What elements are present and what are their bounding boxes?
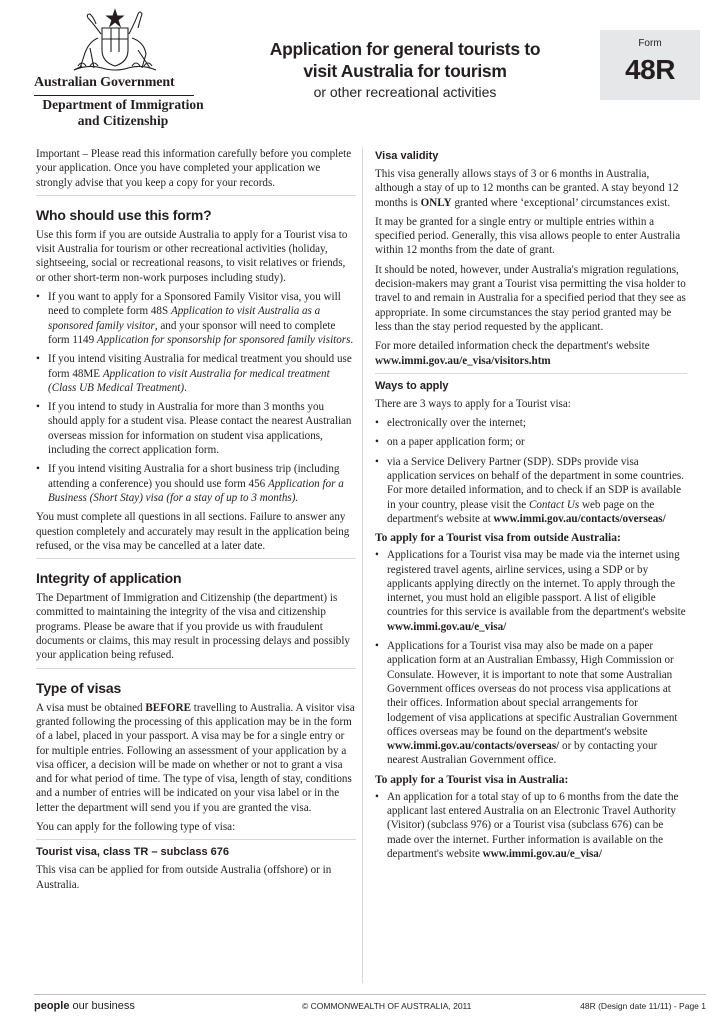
complete-text: You must complete all questions in all sections. Failure to answer any question completely and accurately may result in the application being refused, or the visa may be cancelled at a later date. (36, 511, 350, 552)
who-list (36, 290, 356, 505)
validity-text: This visa generally allows stays of 3 or 6 months in Australia, although a stay of up to 12 months can be granted. A stay beyond 12 months is ONLY granted where ‘exceptional’ circumstances exist. (375, 168, 679, 209)
government-logo (24, 8, 204, 128)
list-item: • electronically over the internet; (375, 416, 687, 430)
validity-heading: Visa validity (375, 150, 439, 162)
form-title (250, 38, 560, 101)
type-text: A visa must be obtained BEFORE travelling to Australia. A visitor visa granted following the processing of this application may be in the form of a label, placed in your passport. A visa may be for a single entry or for multiple entries. Following an assessment of your application by a visa officer, a decision will be made on whether or not to grant a visa and for what period of time. The type of visa, length of stay, conditions and a number of entries will be indicated on your visa label or in the letter the department will send you if you are granted the visa. (36, 701, 355, 814)
list-item: • An application for a total stay of up to 6 months from the date the applicant last entered Australia on an Electronic Travel Authority (Visitor) (subclass 976) or a Tourist visa (subclass 676) can be made over the internet. Further information is available on the department's website www.immi.gov.au/e_visa/ (375, 790, 687, 861)
list-item: • Applications for a Tourist visa may also be made on a paper application form at an Australian Embassy, High Commission or Consulate. However, it is important to note that some Australian Government offices overseas do not process visa applications at their offices. Information about special arrangements for lodgement of visa applications at specific Australian Government offices overseas may be found on the department's website www.immi.gov.au/contacts/overseas/ or by contacting your nearest Australian Government office. (375, 639, 687, 768)
footer-tagline: people our business (34, 1000, 135, 1012)
who-text: Use this form if you are outside Australia to apply for a Tourist visa to visit Australia for tourism or other recreational activities (holiday, sightseeing, social or recreational reasons, to visit relatives or friends, or other short-term non-work purposes including study). (36, 228, 348, 284)
subclass-text: This visa can be applied for from outside Australia (offshore) or in Australia. (36, 864, 332, 891)
who-heading: Who should use this form? (36, 206, 212, 223)
ways-heading: Ways to apply (375, 379, 449, 392)
list-item: • If you intend visiting Australia for medical treatment you should use form 48ME Application to visit Australia for medical treatment (Class UB Medical Treatment). (36, 352, 356, 395)
title-line-2: visit Australia for tourism (303, 61, 507, 81)
in-australia-list (375, 790, 687, 861)
integrity-heading: Integrity of application (36, 570, 182, 587)
column-divider (362, 147, 363, 983)
list-item: • If you intend to study in Australia for more than 3 months you should apply for a student visa. Please contact the nearest Australian overseas mission for information on student visa applications, including the correct application form. (36, 400, 356, 457)
in-australia-heading: To apply for a Tourist visa in Australia: (375, 773, 569, 786)
department-line-1: Department of Immigration (42, 97, 204, 112)
list-item: • If you intend visiting Australia for a short business trip (including attending a conference) you should use form 456 Application for a Business (Short Stay) visa (for a stay of up to 3 months). (36, 462, 356, 505)
subclass-heading: Tourist visa, class TR – subclass 676 (36, 846, 230, 859)
outside-heading: To apply for a Tourist visa from outside Australia: (375, 532, 621, 545)
list-item: • Applications for a Tourist visa may be made via the internet using registered travel agents, airline services, using a SDP or by applicants applying directly on the internet. To apply through the internet, you must hold an eligible passport. A list of eligible countries for this service is available from the department's website www.immi.gov.au/e_visa/ (375, 548, 687, 634)
contacts-link[interactable]: www.immi.gov.au/contacts/overseas/ (493, 512, 666, 525)
government-name: Australian Government (34, 75, 175, 90)
right-column (375, 147, 687, 866)
form-subtitle: or other recreational activities (313, 84, 497, 100)
list-item: • via a Service Delivery Partner (SDP). SDPs provide visa application services on behalf of the department in some countries. For more detailed information, and to check if an SDP is available in your country, please visit the Contact Us web page on the department's website at www.immi.gov.au/contacts/overseas/ (375, 455, 687, 526)
footer-copyright: © COMMONWEALTH OF AUSTRALIA, 2011 (302, 1001, 472, 1011)
section-divider (36, 558, 356, 559)
form-label: Form (638, 38, 662, 49)
department-line-2: and Citizenship (77, 112, 169, 128)
overseas-link[interactable]: www.immi.gov.au/contacts/overseas/ (387, 740, 560, 753)
section-divider (36, 195, 356, 196)
evisa-link[interactable]: www.immi.gov.au/e_visa/ (387, 620, 507, 633)
list-item: • If you want to apply for a Sponsored Family Visitor visa, you will need to complete form 48S Application to visit Australia as a sponsored family visitor, and your sponsor will need to complete form 1149 Application for sponsorship for sponsored family visitors. (36, 290, 356, 347)
validity-entries-text: It may be granted for a single entry or multiple entries within a specified period. Generally, this visa allows people to enter Australia within 12 months from the date of grant. (375, 215, 681, 257)
form-number-box (600, 30, 700, 100)
integrity-text: The Department of Immigration and Citizenship (the department) is committed to maintaining the integrity of the visa and citizenship programs. Please be aware that if you provide us with fraudulent documents or claims, this may result in processing delays and possibly your application being refused. (36, 592, 350, 662)
outside-list (375, 548, 687, 767)
coat-of-arms-icon (68, 8, 162, 74)
section-divider (375, 373, 687, 374)
ways-list (375, 416, 687, 526)
section-divider (36, 668, 356, 669)
intro-text: Important – Please read this information carefully before you complete your application. Once you have completed your application we strongly advise that you keep a copy for your records. (36, 148, 352, 189)
section-divider (36, 839, 356, 840)
footer-page-info: 48R (Design date 11/11) - Page 1 (580, 1001, 706, 1011)
validity-regulations-text: It should be noted, however, under Australia's migration regulations, decision-makers may grant a Tourist visa permitting the visa holder to travel to and remain in Australia for a specified period that they see as appropriate. In some circumstances the stay period granted may be less than the stay period requested by the applicant. (375, 263, 686, 333)
title-line-1: Application for general tourists to (269, 39, 541, 59)
department-name (38, 97, 208, 128)
list-item: • on a paper application form; or (375, 435, 687, 449)
more-info-text: For more detailed information check the department's website www.immi.gov.au/e_visa/visitors.htm (375, 340, 650, 367)
logo-divider (34, 95, 194, 96)
ways-text: There are 3 ways to apply for a Tourist visa: (375, 397, 571, 410)
form-number: 48R (625, 54, 675, 85)
evisa-link[interactable]: www.immi.gov.au/e_visa/ (482, 847, 602, 860)
left-column (36, 147, 356, 897)
page-footer (34, 1000, 706, 1016)
type-heading: Type of visas (36, 679, 122, 696)
type-apply-text: You can apply for the following type of visa: (36, 820, 236, 833)
visitors-link[interactable]: www.immi.gov.au/e_visa/visitors.htm (375, 354, 551, 367)
footer-divider (34, 994, 706, 995)
